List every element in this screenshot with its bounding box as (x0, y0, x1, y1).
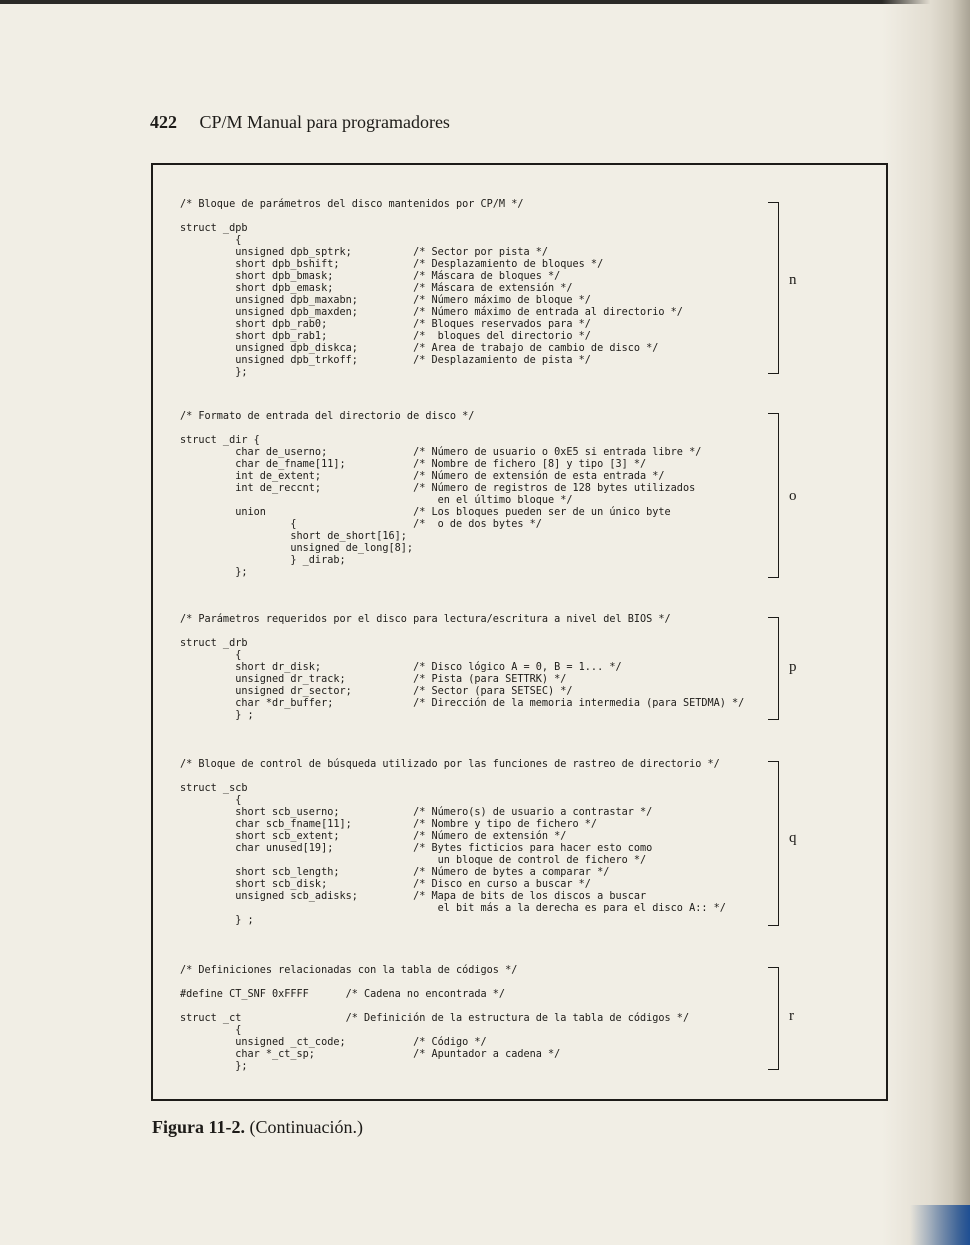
code-block-ct: /* Definiciones relacionadas con la tabla de códigos */ #define CT_SNF 0xFFFF /* Cadena no encontrada */ struct _ct /* Definición de la estructura de la tabla de códigos */ { unsigned _ct_code; /* Código */ char *_ct_sp; /* Apuntador a cadena */ }; (180, 965, 690, 1072)
scan-top-edge (0, 0, 970, 4)
code-block-dir: /* Formato de entrada del directorio de disco */ struct _dir { char de_userno; /* Número de usuario o 0xE5 si entrada libre */ char de_fname[11]; /* Nombre de fichero [8] y tipo [3] */ int de_extent; /* Número de extensión de esta entrada */ int de_reccnt; /* Número de registros de 128 bytes utilizados en el último bloque */ union /* Los bloques pueden ser de un único byte { /* o de dos bytes */ short de_short[16]; unsigned de_long[8]; } _dirab; }; (180, 411, 702, 578)
code-block-drb: /* Parámetros requeridos por el disco para lectura/escritura a nivel del BIOS */ struct _drb { short dr_disk; /* Disco lógico A = 0, B = 1... */ unsigned dr_track; /* Pista (para SETTRK) */ unsigned dr_sector; /* Sector (para SETSEC) */ char *dr_buffer; /* Dirección de la memoria intermedia (para SETDMA) */ } ; (180, 614, 745, 721)
side-label-n: n (789, 272, 797, 288)
page-number: 422 (150, 112, 177, 132)
bracket-n (768, 202, 779, 374)
bracket-q (768, 761, 779, 926)
code-block-dpb: /* Bloque de parámetros del disco mantenidos por CP/M */ struct _dpb { unsigned dpb_sptrk; /* Sector por pista */ short dpb_bshift; /* Desplazamiento de bloques */ short dpb_bmask; /* Máscara de bloques */ short dpb_emask; /* Máscara de extensión */ unsigned dpb_maxabn; /* Número máximo de bloque */ unsigned dpb_maxden; /* Número máximo de entrada al directorio */ short dpb_rab0; /* Bloques reservados para */ short dpb_rab1; /* bloques del directorio */ unsigned dpb_diskca; /* Area de trabajo de cambio de disco */ unsigned dpb_trkoff; /* Desplazamiento de pista */ }; (180, 199, 683, 378)
side-label-p: p (789, 659, 797, 675)
side-label-q: q (789, 830, 797, 846)
page-header (150, 112, 450, 133)
page-gutter-shadow (882, 0, 970, 1245)
caption-text: (Continuación.) (249, 1117, 363, 1137)
running-title: CP/M Manual para programadores (199, 112, 450, 132)
figure-caption (152, 1117, 363, 1138)
bracket-o (768, 413, 779, 578)
code-block-scb: /* Bloque de control de búsqueda utilizado por las funciones de rastreo de directorio */ struct _scb { short scb_userno; /* Número(s) de usuario a contrastar */ char scb_fname[11]; /* Nombre y tipo de fichero */ short scb_extent; /* Número de extensión */ char unused[19]; /* Bytes ficticios para hacer esto como un bloque de control de fichero */ short scb_length; /* Número de bytes a comparar */ short scb_disk; /* Disco en curso a buscar */ unsigned scb_adisks; /* Mapa de bits de los discos a buscar el bit más a la derecha es para el disco A:: */ } ; (180, 759, 726, 926)
caption-figure-number: Figura 11-2. (152, 1117, 245, 1137)
side-label-r: r (789, 1008, 794, 1024)
side-label-o: o (789, 488, 797, 504)
bracket-r (768, 967, 779, 1070)
bracket-p (768, 617, 779, 720)
